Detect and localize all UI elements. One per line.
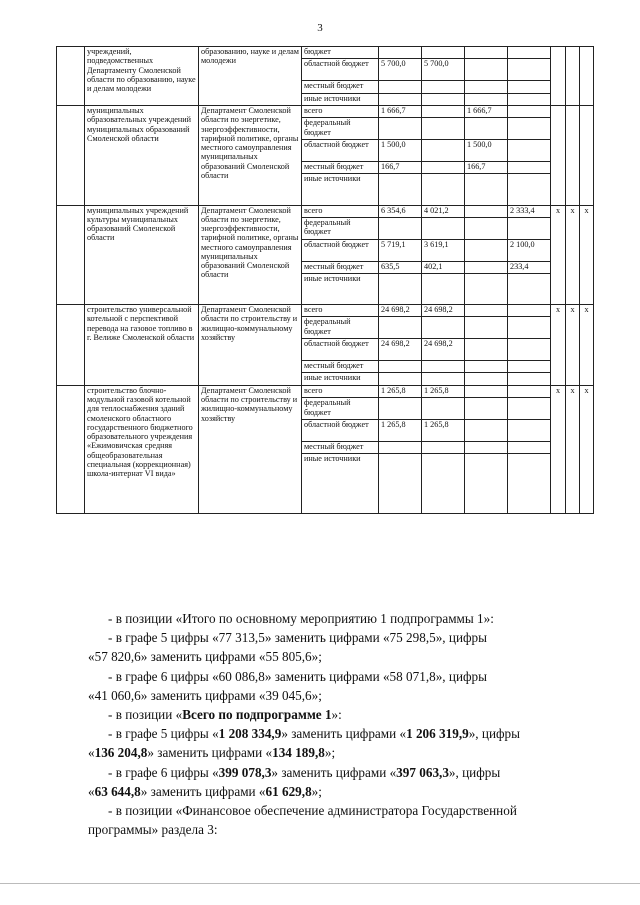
row-number-cell [57, 105, 85, 205]
funding-source-cell: всего [302, 385, 379, 397]
text-fragment: »: [331, 707, 342, 723]
amount-year2-cell [465, 118, 508, 140]
amount-year2-cell [465, 385, 508, 397]
text-fragment: », цифры [448, 764, 501, 780]
bold-value: 397 063,3 [396, 764, 449, 780]
amount-year2-cell [465, 317, 508, 339]
funding-source-cell: местный бюджет [302, 441, 379, 453]
measure-name-cell: строительство универсальной котельной с перспективой перевода на газовое топливо в г. Велиже Смоленской области [85, 305, 199, 386]
text-fragment: »; [311, 783, 322, 799]
amount-year2-cell: 1 666,7 [465, 105, 508, 117]
indicator-cell: х [551, 385, 566, 513]
amount-total-cell: 1 265,8 [379, 420, 422, 442]
amount-year1-cell [422, 174, 465, 205]
row-number-cell [57, 205, 85, 305]
amount-year2-cell [465, 398, 508, 420]
amount-year1-cell: 24 698,2 [422, 339, 465, 361]
amount-total-cell [379, 217, 422, 239]
amendment-line [88, 686, 596, 705]
amount-year1-cell [422, 361, 465, 373]
amount-total-cell [379, 398, 422, 420]
row-number-cell [57, 305, 85, 386]
amount-year3-cell [508, 81, 551, 93]
amount-year1-cell [422, 273, 465, 304]
amount-year2-cell [465, 339, 508, 361]
row-number-cell [57, 47, 85, 106]
indicator-cell [566, 105, 580, 205]
bold-value: 136 204,8 [94, 745, 148, 761]
bold-value: 134 189,8 [272, 745, 325, 761]
amount-year2-cell [465, 217, 508, 239]
funding-source-cell: областной бюджет [302, 339, 379, 361]
amount-year3-cell [508, 93, 551, 105]
amount-year2-cell [465, 361, 508, 373]
amount-year1-cell: 5 700,0 [422, 59, 465, 81]
text-fragment: - в графе 5 цифры «77 313,5» заменить цифрами «75 298,5», цифры [108, 630, 488, 646]
indicator-cell [566, 47, 580, 106]
amount-year2-cell [465, 273, 508, 304]
funding-source-cell: областной бюджет [302, 239, 379, 261]
funding-source-cell: местный бюджет [302, 361, 379, 373]
executor-cell: образованию, науке и делам молодежи [199, 47, 302, 106]
amount-year1-cell [422, 47, 465, 59]
amount-total-cell: 1 500,0 [379, 140, 422, 162]
text-fragment: « [88, 783, 95, 799]
amount-total-cell [379, 93, 422, 105]
indicator-cell: х [566, 205, 580, 305]
amount-year3-cell [508, 398, 551, 420]
amount-year3-cell [508, 385, 551, 397]
row-number-cell [57, 385, 85, 513]
amount-year1-cell: 1 265,8 [422, 385, 465, 397]
amount-year3-cell [508, 305, 551, 317]
indicator-cell [580, 47, 594, 106]
amount-year1-cell [422, 93, 465, 105]
text-fragment: программы» раздела 3: [88, 822, 218, 838]
amount-total-cell: 24 698,2 [379, 305, 422, 317]
amount-year3-cell [508, 420, 551, 442]
amendment-line [88, 782, 596, 801]
amount-year2-cell [465, 174, 508, 205]
amount-year1-cell [422, 161, 465, 173]
amount-year1-cell [422, 398, 465, 420]
text-fragment: »; [324, 745, 336, 761]
text-fragment: », цифры [468, 726, 521, 742]
amount-year2-cell [465, 81, 508, 93]
amendment-line [88, 801, 596, 820]
text-fragment: «41 060,6» заменить цифрами «39 045,6»; [88, 687, 322, 703]
amount-year2-cell [465, 93, 508, 105]
amount-year2-cell [465, 261, 508, 273]
amount-total-cell: 5 700,0 [379, 59, 422, 81]
amount-total-cell [379, 81, 422, 93]
amount-year1-cell: 4 021,2 [422, 205, 465, 217]
executor-cell: Департамент Смоленской области по строительству и жилищно-коммунальному хозяйству [199, 305, 302, 386]
funding-source-cell: всего [302, 305, 379, 317]
table-row [57, 47, 594, 59]
amount-year2-cell [465, 441, 508, 453]
funding-source-cell: иные источники [302, 174, 379, 205]
amount-year2-cell: 166,7 [465, 161, 508, 173]
amount-year1-cell [422, 441, 465, 453]
amount-year3-cell [508, 339, 551, 361]
amount-year3-cell [508, 174, 551, 205]
amount-year1-cell [422, 105, 465, 117]
table-row [57, 305, 594, 317]
amendment-line [88, 705, 596, 724]
amount-year1-cell: 1 265,8 [422, 420, 465, 442]
text-fragment: - в позиции « [108, 707, 183, 723]
text-fragment: » заменить цифрами « [281, 726, 407, 742]
amount-year2-cell [465, 239, 508, 261]
amount-year3-cell [508, 105, 551, 117]
amount-year3-cell [508, 140, 551, 162]
amount-year1-cell [422, 317, 465, 339]
indicator-cell [551, 47, 566, 106]
amount-year1-cell [422, 373, 465, 385]
measure-name-cell: строительство блочно-модульной газовой котельной для теплоснабжения зданий смоленского областного государственного бюджетного образовательного учреждения «Ежимовичская средняя общеобразовательная специальная (коррекционная) школа-интернат VI вида» [85, 385, 199, 513]
amount-year3-cell: 2 100,0 [508, 239, 551, 261]
text-fragment: - в графе 6 цифры «60 086,8» заменить цифрами «58 071,8», цифры [108, 668, 488, 684]
amount-total-cell: 6 354,6 [379, 205, 422, 217]
amount-total-cell [379, 361, 422, 373]
amount-year2-cell: 1 500,0 [465, 140, 508, 162]
bold-value: 63 644,8 [94, 783, 141, 799]
indicator-cell: х [580, 205, 594, 305]
amount-total-cell [379, 273, 422, 304]
amount-year2-cell [465, 59, 508, 81]
amount-year1-cell [422, 81, 465, 93]
measure-name-cell: муниципальных учреждений культуры муниципальных образований Смоленской области [85, 205, 199, 305]
executor-cell: Департамент Смоленской области по энергетике, энергоэффективности, тарифной политике, органы местного самоуправления муниципальных образований Смоленской области [199, 205, 302, 305]
funding-source-cell: федеральный бюджет [302, 398, 379, 420]
indicator-cell: х [551, 305, 566, 386]
text-fragment: - в позиции «Финансовое обеспечение администратора Государственной [108, 803, 517, 819]
amount-total-cell: 1 265,8 [379, 385, 422, 397]
amount-total-cell [379, 317, 422, 339]
indicator-cell [580, 105, 594, 205]
funding-source-cell: федеральный бюджет [302, 217, 379, 239]
executor-cell: Департамент Смоленской области по энергетике, энергоэффективности, тарифной политике, органы местного самоуправления муниципальных образований Смоленской области [199, 105, 302, 205]
text-fragment: » заменить цифрами « [271, 764, 397, 780]
amendment-line [88, 667, 596, 686]
funding-source-cell: иные источники [302, 273, 379, 304]
amount-year2-cell [465, 373, 508, 385]
funding-source-cell: всего [302, 205, 379, 217]
amount-year3-cell [508, 161, 551, 173]
amount-year1-cell: 24 698,2 [422, 305, 465, 317]
amount-total-cell: 5 719,1 [379, 239, 422, 261]
amendment-line [88, 647, 596, 666]
amount-year3-cell [508, 441, 551, 453]
amount-year2-cell [465, 205, 508, 217]
amount-year3-cell [508, 361, 551, 373]
amendment-line [88, 609, 596, 628]
amount-year3-cell [508, 118, 551, 140]
amount-year3-cell [508, 373, 551, 385]
amendment-line [88, 628, 596, 647]
amount-total-cell: 635,5 [379, 261, 422, 273]
amendment-line [88, 763, 596, 782]
amount-year3-cell [508, 47, 551, 59]
amount-year1-cell [422, 118, 465, 140]
indicator-cell: х [580, 305, 594, 386]
amount-year3-cell [508, 59, 551, 81]
text-fragment: » заменить цифрами « [147, 745, 273, 761]
measure-name-cell: учреждений, подведомственных Департаменту Смоленской области по образованию, науке и делам молодежи [85, 47, 199, 106]
amount-year3-cell [508, 217, 551, 239]
amount-year1-cell [422, 217, 465, 239]
indicator-cell: х [566, 385, 580, 513]
amendment-line [88, 743, 596, 762]
amount-total-cell [379, 174, 422, 205]
funding-source-cell: местный бюджет [302, 161, 379, 173]
amount-year3-cell [508, 454, 551, 513]
funding-source-cell: иные источники [302, 454, 379, 513]
bold-value: 1 206 319,9 [406, 726, 469, 742]
bold-value: Всего по подпрограмме 1 [182, 707, 332, 723]
amount-total-cell [379, 454, 422, 513]
funding-source-cell: местный бюджет [302, 261, 379, 273]
indicator-cell: х [580, 385, 594, 513]
funding-source-cell: областной бюджет [302, 140, 379, 162]
text-fragment: - в позиции «Итого по основному мероприятию 1 подпрограммы 1»: [108, 611, 494, 626]
amount-year2-cell [465, 305, 508, 317]
amount-year2-cell [465, 47, 508, 59]
amount-year3-cell [508, 273, 551, 304]
funding-source-cell: иные источники [302, 373, 379, 385]
amount-total-cell [379, 118, 422, 140]
budget-table [56, 46, 594, 514]
amount-total-cell: 1 666,7 [379, 105, 422, 117]
funding-source-cell: местный бюджет [302, 81, 379, 93]
table-row [57, 385, 594, 397]
funding-source-cell: федеральный бюджет [302, 118, 379, 140]
amount-total-cell: 166,7 [379, 161, 422, 173]
amount-total-cell [379, 441, 422, 453]
amount-year3-cell [508, 317, 551, 339]
text-fragment: » заменить цифрами « [140, 783, 266, 799]
amendment-line [88, 820, 596, 839]
amount-year2-cell [465, 420, 508, 442]
funding-source-cell: иные источники [302, 93, 379, 105]
amount-year3-cell: 233,4 [508, 261, 551, 273]
table-row [57, 105, 594, 117]
table-row [57, 205, 594, 217]
bold-value: 1 208 334,9 [218, 726, 282, 742]
amendment-line [88, 724, 596, 743]
funding-source-cell: бюджет [302, 47, 379, 59]
amount-year1-cell: 3 619,1 [422, 239, 465, 261]
indicator-cell: х [551, 205, 566, 305]
page-number: 3 [317, 22, 323, 34]
amendment-text [88, 609, 596, 839]
amount-year2-cell [465, 454, 508, 513]
page-bottom-edge [0, 883, 640, 884]
bold-value: 61 629,8 [265, 783, 312, 799]
executor-cell: Департамент Смоленской области по строительству и жилищно-коммунальному хозяйству [199, 385, 302, 513]
amount-total-cell [379, 47, 422, 59]
amount-year1-cell: 402,1 [422, 261, 465, 273]
amount-total-cell: 24 698,2 [379, 339, 422, 361]
amount-year1-cell [422, 140, 465, 162]
text-fragment: « [88, 745, 95, 761]
amount-year3-cell: 2 333,4 [508, 205, 551, 217]
funding-source-cell: федеральный бюджет [302, 317, 379, 339]
text-fragment: - в графе 6 цифры « [108, 764, 219, 780]
measure-name-cell: муниципальных образовательных учреждений муниципальных образований Смоленской области [85, 105, 199, 205]
amount-year1-cell [422, 454, 465, 513]
bold-value: 399 078,3 [218, 764, 272, 780]
funding-source-cell: областной бюджет [302, 420, 379, 442]
indicator-cell [551, 105, 566, 205]
text-fragment: - в графе 5 цифры « [108, 726, 219, 742]
funding-source-cell: областной бюджет [302, 59, 379, 81]
indicator-cell: х [566, 305, 580, 386]
funding-source-cell: всего [302, 105, 379, 117]
amount-total-cell [379, 373, 422, 385]
text-fragment: «57 820,6» заменить цифрами «55 805,6»; [88, 649, 322, 665]
